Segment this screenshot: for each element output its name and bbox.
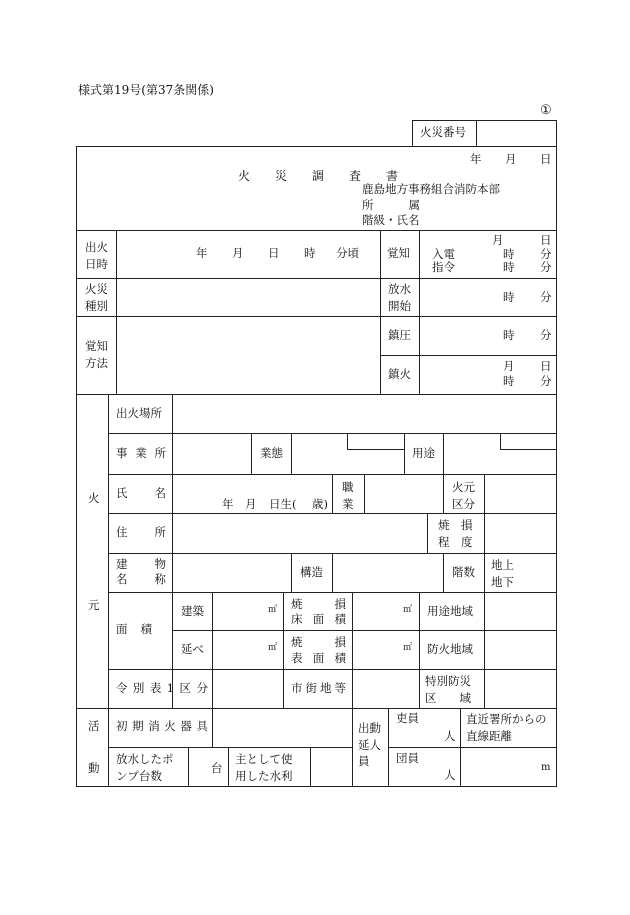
received-hour-unit: 時 [503, 247, 515, 261]
birth-day-unit: 日生( [269, 497, 297, 511]
water-start-minute-unit: 分 [540, 290, 552, 304]
suppression-label: 鎮圧 [388, 328, 411, 342]
fire-place-label: 出火場所 [116, 406, 162, 420]
distance-label: 直近署所からの 直線距離 [466, 712, 547, 743]
area-label: 面 積 [116, 622, 152, 636]
staff-label: 吏員 [396, 711, 419, 725]
suppression-hour-unit: 時 [503, 328, 515, 342]
burn-surface-label-1: 焼 損 [291, 635, 346, 649]
outbreak-hour-unit: 時 [304, 246, 316, 260]
header-year: 年 [470, 152, 482, 166]
activity-section-char-2: 動 [88, 761, 100, 775]
building-name-label-2: 名 称 [116, 572, 166, 586]
initial-equipment-label: 初 期 消 火 器 具 [116, 719, 208, 733]
extinguish-label: 鎮火 [388, 367, 411, 381]
outbreak-day-unit: 日 [268, 246, 280, 260]
name-label: 氏 名 [116, 486, 166, 500]
burn-surface-unit: ㎡ [403, 643, 413, 653]
building-area-label: 建築 [181, 604, 204, 618]
origin-section-char-1: 火 [88, 491, 100, 505]
fire-type-label: 火災 種別 [85, 282, 108, 313]
pump-unit: 台 [211, 761, 223, 775]
extinguish-month-unit: 月 [503, 359, 515, 373]
rank-name-label: 階級・氏名 [362, 213, 420, 227]
address-label: 住 所 [116, 525, 166, 539]
members-label: 団員 [396, 751, 419, 765]
outbreak-year-unit: 年 [196, 246, 208, 260]
form-title: 様式第19号(第37条関係) [78, 83, 214, 97]
fire-origin-class-label: 火元 区分 [452, 480, 475, 511]
distance-meter-unit: m [541, 762, 551, 773]
members-person-unit: 人 [444, 768, 456, 782]
damage-degree-label: 焼 損 程 度 [438, 518, 473, 549]
order-hour-unit: 時 [503, 260, 515, 274]
business-type-label: 業態 [260, 446, 283, 460]
organization-name: 鹿島地方事務組合消防本部 [362, 182, 500, 196]
document-title: 火 災 調 査 書 [238, 169, 398, 183]
header-day: 日 [540, 152, 552, 166]
pump-count-label: 放水したポ ンプ台数 [116, 752, 174, 783]
received-minute-unit: 分 [540, 247, 552, 261]
fire-number-label: 火災番号 [420, 125, 466, 139]
suppression-minute-unit: 分 [540, 328, 552, 342]
zoning-label: 用途地域 [427, 604, 473, 618]
burn-floor-unit: ㎡ [403, 605, 413, 615]
burn-floor-label-1: 焼 損 [291, 597, 346, 611]
ordinance-class-label: 令 別 表 1 区 分 [116, 681, 208, 695]
total-area-label: 延べ [181, 642, 204, 656]
outbreak-month-unit: 月 [232, 246, 244, 260]
special-disaster-zone-label: 特別防災 区 域 [425, 674, 471, 705]
outbreak-minute-unit: 分頃 [336, 246, 359, 260]
floors-label: 階数 [452, 565, 475, 579]
burn-floor-label-2: 床 面 積 [291, 612, 346, 626]
business-label: 事 業 所 [116, 446, 166, 460]
order-minute-unit: 分 [540, 260, 552, 274]
burn-surface-label-2: 表 面 積 [291, 651, 346, 665]
affiliation-label: 所 属 [362, 198, 420, 212]
detection-month-unit: 月 [492, 233, 504, 247]
outbreak-datetime-label: 出火 日時 [85, 240, 108, 271]
detection-day-unit: 日 [540, 233, 552, 247]
extinguish-hour-unit: 時 [503, 374, 515, 388]
usage-label: 用途 [412, 446, 435, 460]
received-call-label: 入電 [432, 247, 455, 261]
building-area-unit: ㎡ [268, 605, 278, 615]
water-start-hour-unit: 時 [503, 290, 515, 304]
above-below-ground-label: 地上 地下 [491, 558, 514, 589]
age-unit: 歳) [312, 497, 328, 511]
fire-number-field[interactable] [482, 127, 552, 141]
dispatched-personnel-label: 出動 延人 員 [358, 721, 381, 769]
urban-area-label: 市 街 地 等 [291, 681, 346, 695]
main-water-source-label: 主として使 用した水利 [235, 752, 293, 783]
extinguish-day-unit: 日 [540, 359, 552, 373]
water-start-label: 放水 開始 [388, 282, 411, 313]
detection-method-label: 覚知 方法 [85, 339, 108, 370]
activity-section-char-1: 活 [88, 719, 100, 733]
order-label: 指令 [432, 260, 455, 274]
structure-label: 構造 [300, 565, 323, 579]
extinguish-minute-unit: 分 [540, 374, 552, 388]
header-month: 月 [505, 152, 517, 166]
detection-label: 覚知 [387, 246, 410, 260]
total-area-unit: ㎡ [268, 643, 278, 653]
occupation-label: 職 業 [342, 480, 354, 511]
page-mark: ① [540, 103, 552, 118]
origin-section-char-2: 元 [88, 598, 100, 612]
building-name-label-1: 建 物 [116, 557, 166, 571]
fire-prevention-zone-label: 防火地域 [427, 642, 473, 656]
staff-person-unit: 人 [444, 729, 456, 743]
birth-month-unit: 月 [245, 497, 257, 511]
birth-year-unit: 年 [222, 497, 234, 511]
